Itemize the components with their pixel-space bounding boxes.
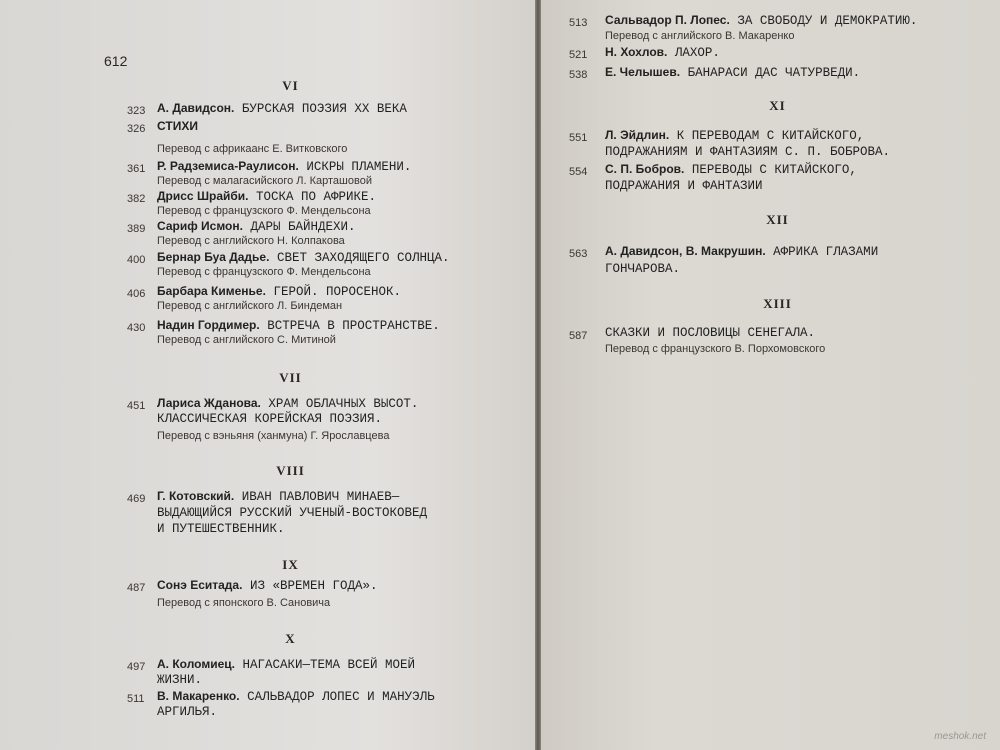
entry-author: Бернар Буа Дадье. <box>157 250 270 264</box>
entry-author: Л. Эйдлин. <box>605 128 670 142</box>
entry-author: Е. Челышев. <box>605 65 681 79</box>
entry-translator: Перевод с вэньяня (ханмуна) Г. Ярославцева <box>157 430 390 442</box>
entry-title: ХРАМ ОБЛАЧНЫХ ВЫСОТ. <box>268 397 419 411</box>
entry-title: НАГАСАКИ—ТЕМА ВСЕЙ МОЕЙ <box>242 658 416 672</box>
entry-page: 487 <box>127 582 146 594</box>
entry-author: Сальвадор П. Лопес. <box>605 13 730 27</box>
entry-text <box>157 489 399 505</box>
entry-author: В. Макаренко. <box>157 689 240 703</box>
section-numeral: XII <box>766 212 789 227</box>
entry-author: Р. Радземиса-Раулисон. <box>157 159 299 173</box>
entry-author: Сонэ Еситада. <box>157 578 243 592</box>
section-numeral: VI <box>282 78 299 93</box>
entry-page: 382 <box>127 193 146 205</box>
entry-text <box>157 284 401 300</box>
entry-title: СКАЗКИ И ПОСЛОВИЦЫ СЕНЕГАЛА. <box>605 326 816 340</box>
entry-title-cont: ПОДРАЖАНИЯМ И ФАНТАЗИЯМ С. П. БОБРОВА. <box>605 145 891 159</box>
entry-translator: Перевод с малагасийского Л. Карташовой <box>157 175 372 187</box>
entry-page: 511 <box>127 693 145 705</box>
entry-text <box>157 318 440 334</box>
entry-author: Лариса Жданова. <box>157 396 261 410</box>
entry-text <box>605 13 917 29</box>
entry-title: ЗА СВОБОДУ И ДЕМОКРАТИЮ. <box>737 14 918 28</box>
entry-title: АФРИКА ГЛАЗАМИ <box>773 245 879 259</box>
entry-text <box>157 189 376 205</box>
entry-author: Г. Котовский. <box>157 489 235 503</box>
entry-text <box>157 250 449 266</box>
entry-title <box>157 119 198 135</box>
entry-title-cont: АРГИЛЬЯ. <box>157 705 218 719</box>
entry-text <box>157 159 411 175</box>
entry-title: ВСТРЕЧА В ПРОСТРАНСТВЕ. <box>267 319 440 333</box>
entry-author: Н. Хохлов. <box>605 45 668 59</box>
entry-title: БУРСКАЯ ПОЭЗИЯ XX ВЕКА <box>241 102 407 116</box>
entry-page: 389 <box>127 223 146 235</box>
entry-author: А. Давидсон. <box>157 101 235 115</box>
entry-page: 430 <box>127 322 146 334</box>
entry-page: 554 <box>569 166 588 178</box>
entry-translator: Перевод с английского С. Митиной <box>157 334 336 346</box>
entry-title-cont: КЛАССИЧЕСКАЯ КОРЕЙСКАЯ ПОЭЗИЯ. <box>157 412 383 426</box>
entry-title: ИСКРЫ ПЛАМЕНИ. <box>306 160 412 174</box>
entry-page: 551 <box>569 132 588 144</box>
entry-page: 521 <box>569 49 588 61</box>
entry-text <box>605 128 864 144</box>
entry-page: 326 <box>127 123 146 135</box>
entry-author: Барбара Кименье. <box>157 284 266 298</box>
entry-title: ДАРЫ БАЙНДЕХИ. <box>250 220 356 234</box>
entry-translator: Перевод с японского В. Сановича <box>157 597 331 609</box>
entry-translator: Перевод с африкаанс Е. Витковского <box>157 143 348 155</box>
entry-title-cont: ПОДРАЖАНИЯ И ФАНТАЗИИ <box>605 179 763 193</box>
entry-title-cont: И ПУТЕШЕСТВЕННИК. <box>157 522 285 536</box>
entry-page: 406 <box>127 288 146 300</box>
entry-page: 587 <box>569 330 588 342</box>
entry-author: С. П. Бобров. <box>605 162 685 176</box>
entry-title-cont: ЖИЗНИ. <box>157 673 203 687</box>
entry-author: А. Коломиец. <box>157 657 235 671</box>
entry-page: 469 <box>127 493 146 505</box>
entry-translator: Перевод с французского В. Порхомовского <box>605 343 826 355</box>
right-page <box>541 0 1000 750</box>
entry-title-cont: ВЫДАЮЩИЙСЯ РУССКИЙ УЧЕНЫЙ-ВОСТОКОВЕД <box>157 506 428 520</box>
entry-author: А. Давидсон, В. Макрушин. <box>605 244 766 258</box>
entry-title-cont: ГОНЧАРОВА. <box>605 262 681 276</box>
entry-text <box>157 578 377 594</box>
entry-title: СВЕТ ЗАХОДЯЩЕГО СОЛНЦА. <box>276 251 450 265</box>
entry-page: 497 <box>127 661 146 673</box>
entry-page: 323 <box>127 105 146 117</box>
entry-title: БАНАРАСИ ДАС ЧАТУРВЕДИ. <box>687 66 861 80</box>
section-numeral: VII <box>279 370 302 385</box>
entry-page: 538 <box>569 69 588 81</box>
entry-text <box>605 244 878 260</box>
section-numeral: XI <box>769 98 786 113</box>
entry-translator: Перевод с английского Н. Колпакова <box>157 235 345 247</box>
entry-author: Надин Гордимер. <box>157 318 260 332</box>
entry-author: Сариф Исмон. <box>157 219 243 233</box>
watermark: meshok.net <box>934 731 986 742</box>
section-numeral: X <box>285 631 296 646</box>
entry-title: САЛЬВАДОР ЛОПЕС И МАНУЭЛЬ <box>247 690 435 704</box>
entry-text <box>157 396 418 412</box>
entry-text <box>157 657 415 673</box>
entry-text <box>605 45 720 61</box>
entry-text <box>605 162 857 178</box>
entry-title: К ПЕРЕВОДАМ С КИТАЙСКОГО, <box>676 129 865 143</box>
section-numeral: XIII <box>763 296 792 311</box>
entry-translator: Перевод с английского Л. Биндеман <box>157 300 343 312</box>
entry-title: ПЕРЕВОДЫ С КИТАЙСКОГО, <box>691 163 857 177</box>
entry-page: 513 <box>569 17 588 29</box>
entry-page: 451 <box>127 400 146 412</box>
entry-text <box>157 101 407 117</box>
entry-page: 563 <box>569 248 588 260</box>
page-number: 612 <box>104 53 128 69</box>
entry-translator: Перевод с французского Ф. Мендельсона <box>157 205 371 217</box>
entry-translator: Перевод с французского Ф. Мендельсона <box>157 266 371 278</box>
entry-title: СТИХИ <box>157 119 198 133</box>
section-numeral: IX <box>282 557 299 572</box>
entry-text <box>157 219 356 235</box>
entry-title: ИЗ «ВРЕМЕН ГОДА». <box>249 579 378 593</box>
entry-title: ТОСКА ПО АФРИКЕ. <box>256 190 377 204</box>
entry-page: 361 <box>127 163 146 175</box>
entry-page: 400 <box>127 254 146 266</box>
entry-title: ИВАН ПАВЛОВИЧ МИНАЕВ— <box>241 490 400 504</box>
entry-title: ЛАХОР. <box>674 46 720 60</box>
section-numeral: VIII <box>276 463 305 478</box>
entry-author: Дрисс Шрайби. <box>157 189 249 203</box>
entry-title: ГЕРОЙ. ПОРОСЕНОК. <box>273 285 401 299</box>
entry-translator: Перевод с английского В. Макаренко <box>605 30 795 42</box>
entry-text <box>157 689 435 705</box>
entry-text <box>605 65 860 81</box>
